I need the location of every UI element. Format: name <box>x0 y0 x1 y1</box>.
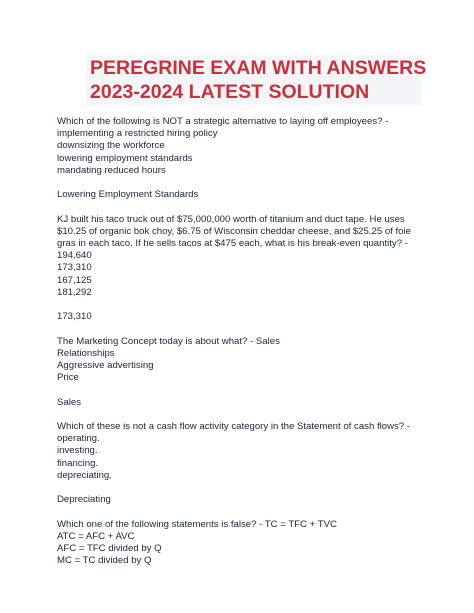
question-1-option: downsizing the workforce <box>57 140 165 152</box>
title-line-2: 2023-2024 LATEST SOLUTION <box>90 81 370 103</box>
question-5-option: ATC = AFC + AVC <box>57 530 135 542</box>
question-4-option: investing. <box>57 445 98 457</box>
question-1-option: mandating reduced hours <box>57 164 166 176</box>
document-body <box>57 116 427 567</box>
question-3-option: Relationships <box>57 347 115 359</box>
question-5-option: AFC = TFC divided by Q <box>57 542 162 554</box>
answer-1: Lowering Employment Standards <box>57 189 199 201</box>
question-1-option: lowering employment standards <box>57 152 193 164</box>
question-4-option: depreciating. <box>57 469 112 481</box>
answer-2: 173,310 <box>57 311 92 323</box>
question-2-option: 167,125 <box>57 274 92 286</box>
question-3-option: Aggressive advertising <box>57 360 154 371</box>
question-4-option: financing. <box>57 457 99 469</box>
title-line-1: PEREGRINE EXAM WITH ANSWERS <box>90 57 427 79</box>
question-4-option: operating. <box>57 433 100 445</box>
question-2-option: 194,640 <box>57 250 92 262</box>
answer-3: Sales <box>57 396 81 408</box>
question-3-option: Price <box>57 372 79 384</box>
question-5-option: MC = TC divided by Q <box>57 555 152 567</box>
question-3-text: The Marketing Concept today is about what? - Sales <box>57 335 280 347</box>
answer-4: Depreciating <box>57 494 111 506</box>
question-2-text: KJ built his taco truck out of $75,000,000 worth of titanium and duct tape. He uses <box>57 213 405 225</box>
question-2-option: 173,310 <box>57 262 92 274</box>
question-2-option: 181,292 <box>57 286 92 298</box>
question-5-text: Which one of the following statements is false? - TC = TFC + TVC <box>57 518 337 530</box>
question-4-text: Which of these is not a cash flow activity category in the Statement of cash flows? - <box>57 420 411 432</box>
document-title <box>90 56 426 104</box>
question-2-text: $10.25 of organic bok choy, $6.75 of Wisconsin cheddar cheese, and $25.25 of foie <box>57 225 411 237</box>
question-1-text: Which of the following is NOT a strategic alternative to laying off employees? - <box>57 116 389 127</box>
question-1-option: implementing a restricted hiring policy <box>57 128 218 140</box>
question-2-text: gras in each taco. If he sells tacos at $475 each, what is his break-even quantity? - <box>57 238 408 249</box>
